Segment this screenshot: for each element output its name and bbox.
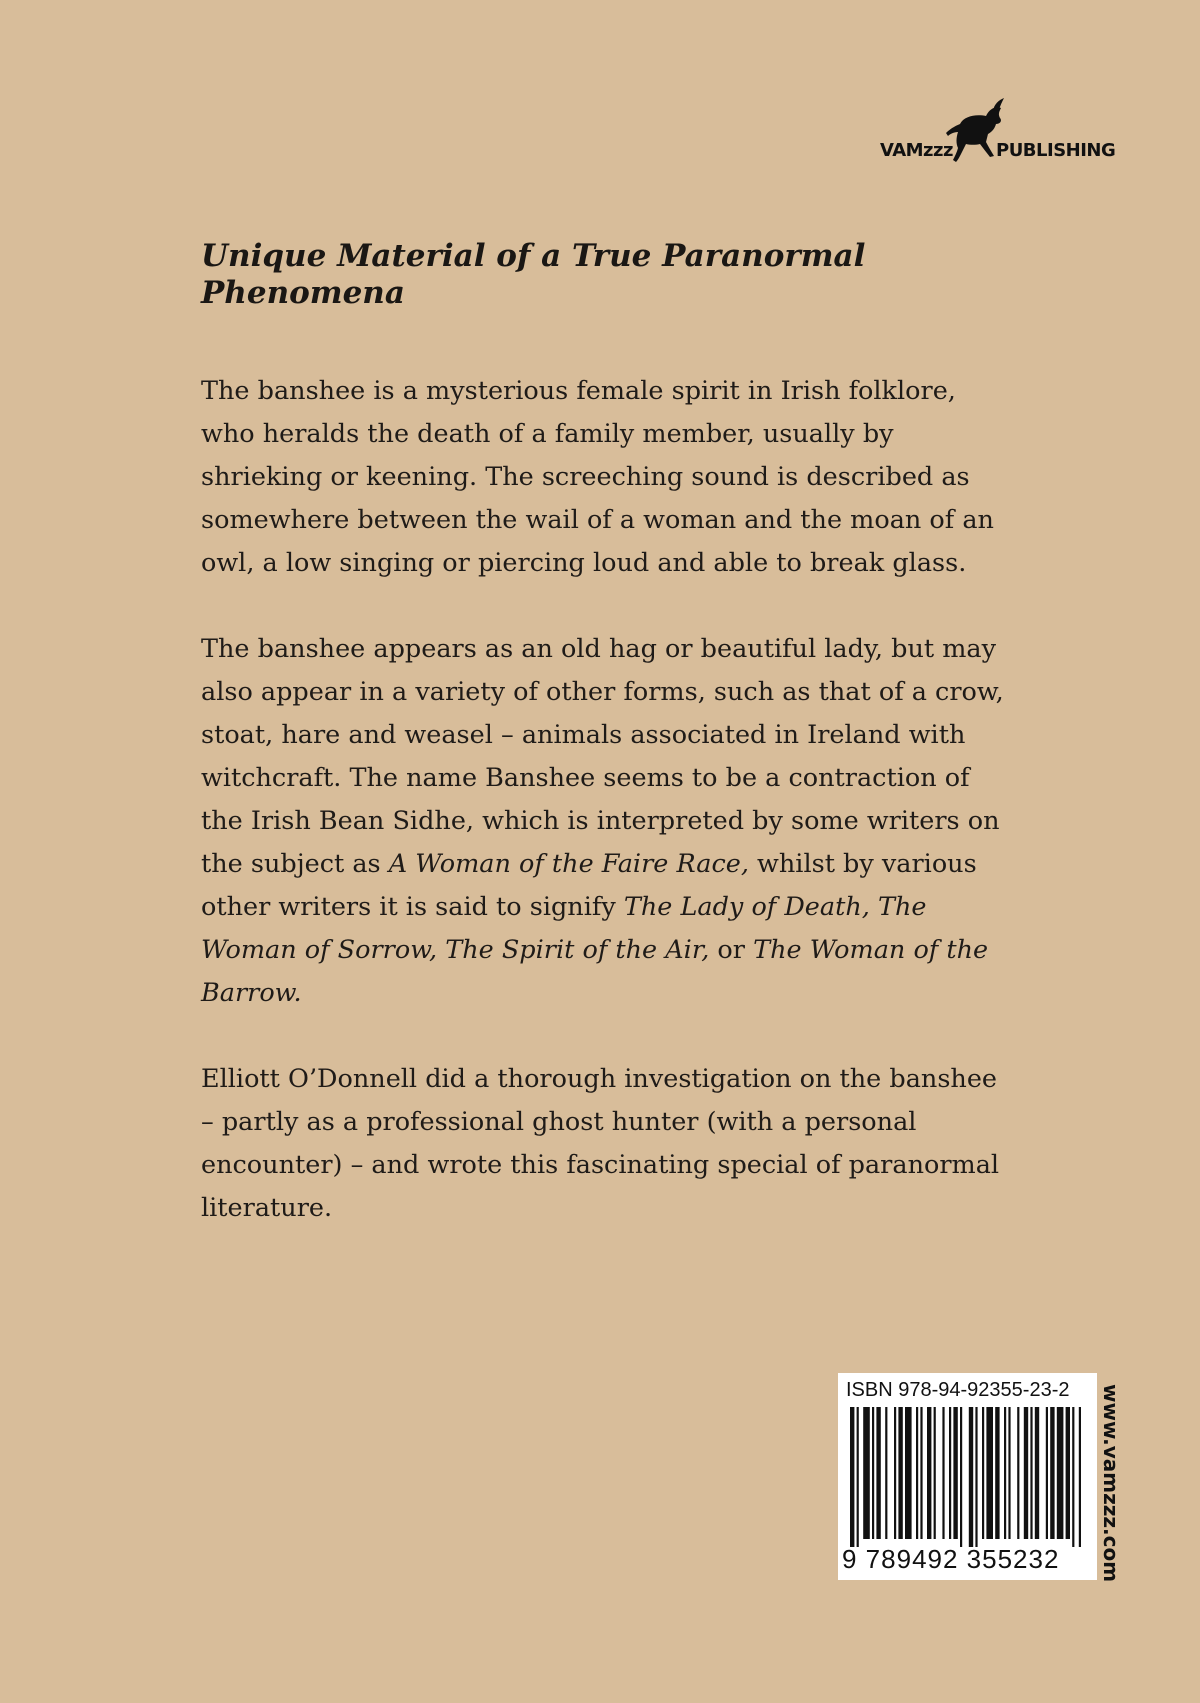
barcode-bar bbox=[916, 1407, 918, 1539]
barcode-bar bbox=[982, 1407, 984, 1539]
barcode-bar bbox=[1066, 1407, 1070, 1539]
website-url: www.vamzzz.com bbox=[1099, 1384, 1123, 1583]
barcode-bar bbox=[1030, 1407, 1032, 1539]
barcode-box bbox=[838, 1373, 1097, 1580]
barcode-bar bbox=[898, 1407, 902, 1539]
barcode-bar bbox=[1008, 1407, 1010, 1539]
barcode-bar bbox=[894, 1407, 896, 1539]
italic-text: A Woman of the Faire Race, bbox=[388, 849, 749, 880]
italic-text: The Lady of Death, The Woman of Sorrow, The Spirit of the Air, bbox=[201, 892, 927, 966]
paragraph-text: The banshee is a mysterious female spirit in Irish folklore, who heralds the death of a family member, usually by shrieking or keening. The screeching sound is described as somewhere between the wail of a woman and the moan of an owl, a low singing or piercing loud and able to break glass. bbox=[201, 376, 994, 579]
italic-text: The Woman of the Barrow. bbox=[201, 935, 989, 1009]
barcode-bar bbox=[986, 1407, 993, 1539]
paragraph bbox=[201, 370, 1006, 585]
paragraph bbox=[201, 1058, 1006, 1230]
barcode-bar bbox=[920, 1407, 922, 1539]
barcode-bar bbox=[850, 1407, 854, 1547]
barcode-bar bbox=[1079, 1407, 1081, 1547]
barcode-bar bbox=[969, 1407, 973, 1547]
barcode-bar bbox=[960, 1407, 962, 1547]
back-cover-text bbox=[201, 238, 1021, 1273]
barcode-bar bbox=[1072, 1407, 1074, 1547]
barcode-bar bbox=[1057, 1407, 1064, 1539]
paragraph bbox=[201, 628, 1006, 1015]
barcode-bar bbox=[885, 1407, 887, 1539]
barcode-bar bbox=[857, 1407, 859, 1547]
barcode-bar bbox=[934, 1407, 936, 1539]
headline: Unique Material of a True Paranormal Phenomena bbox=[201, 238, 866, 312]
barcode-bar bbox=[1035, 1407, 1039, 1539]
barcode-icon bbox=[850, 1407, 1086, 1547]
barcode-bar bbox=[1046, 1407, 1048, 1539]
barcode-bar bbox=[876, 1407, 880, 1539]
isbn-label: ISBN 978-94-92355-23-2 bbox=[846, 1379, 1070, 1401]
publisher-name-right: PUBLISHING bbox=[996, 140, 1116, 161]
paragraph-text: or bbox=[709, 935, 754, 966]
barcode-bar bbox=[1024, 1407, 1028, 1539]
barcode-bar bbox=[863, 1407, 870, 1539]
barcode-number: 9 789492 355232 bbox=[842, 1544, 1060, 1574]
description-paragraphs bbox=[201, 370, 1021, 1230]
paragraph-text: Elliott O’Donnell did a thorough investigation on the banshee – partly as a professional ghost hunter (with a personal encounter) – and wrote this fascinating special of paranormal literature. bbox=[201, 1064, 1000, 1224]
barcode-bar bbox=[872, 1407, 874, 1539]
paragraph-text: The banshee appears as an old hag or beautiful lady, but may also appear in a variety of other forms, such as that of a crow, stoat, hare and weasel – animals associated in Ireland with witchcraft. The name Banshee seems to be a contraction of the Irish Bean Sidhe, which is interpreted by some writers on the subject as bbox=[201, 634, 1004, 880]
barcode-bar bbox=[995, 1407, 999, 1539]
barcode-bar bbox=[905, 1407, 912, 1539]
publisher-name-left: VAMzzz bbox=[880, 140, 953, 161]
barcode-bar bbox=[953, 1407, 957, 1539]
barcode-bar bbox=[1050, 1407, 1054, 1539]
barcode-bar bbox=[942, 1407, 944, 1539]
barcode-bar bbox=[949, 1407, 951, 1539]
publisher-logo bbox=[878, 96, 1116, 170]
barcode-bar bbox=[1017, 1407, 1019, 1539]
barcode-bar bbox=[975, 1407, 977, 1547]
barcode-bar bbox=[927, 1407, 931, 1539]
paragraph-text: whilst by various other writers it is said to signify bbox=[201, 849, 977, 923]
barcode-bar bbox=[1004, 1407, 1006, 1539]
